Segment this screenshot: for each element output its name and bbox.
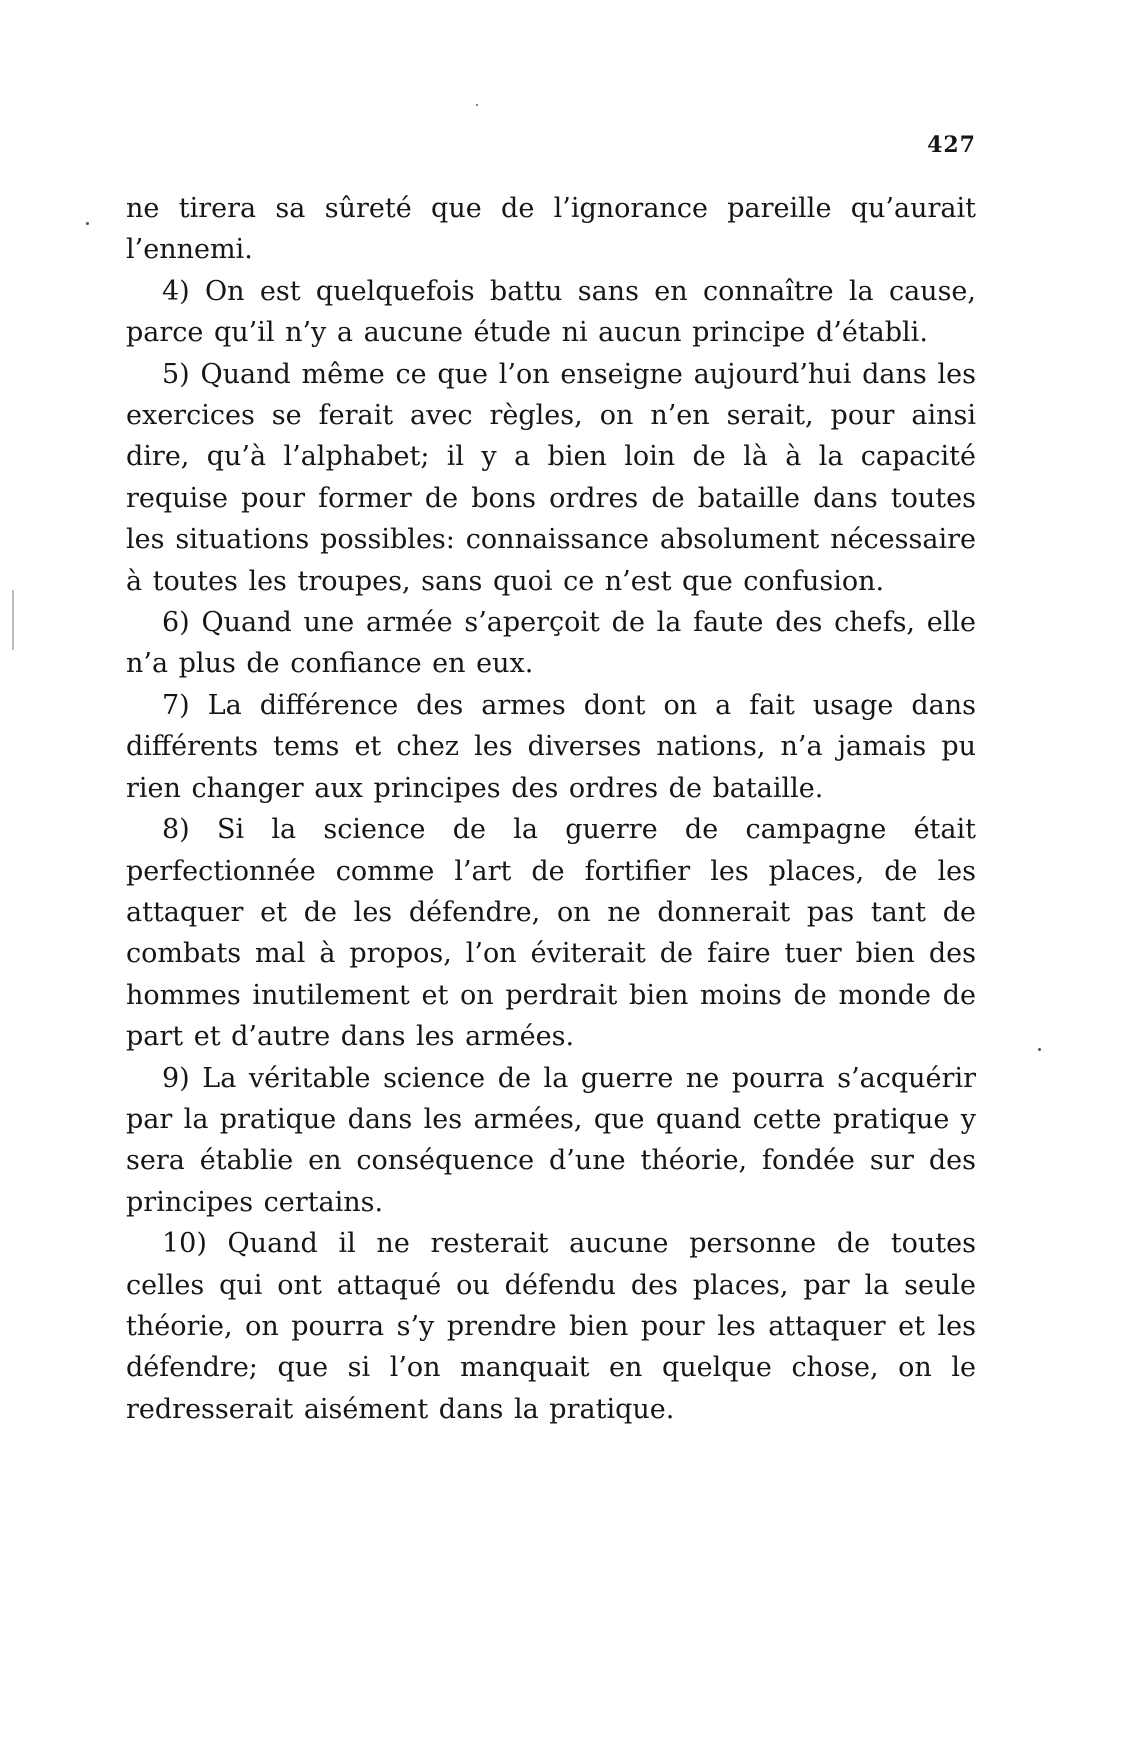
speck [12,590,14,650]
paragraph-7: 7) La différence des armes dont on a fait usage dans différents tems et chez les diverses nations, n’a jamais pu rien changer aux principes des ordres de bataille. [126,689,976,804]
paragraph-10: 10) Quand il ne resterait aucune personne de toutes celles qui ont attaqué ou défendu des places, par la seule théorie, on pourra s’y prendre bien pour les attaquer et les défendre; que si l’on manquait en quelque chose, on le redresserait aisément dans la pratique. [126,1228,976,1425]
paragraph-4: 4) On est quelquefois battu sans en connaître la cause, parce qu’il n’y a aucune étude ni aucun principe d’établi. [126,275,976,349]
paragraph-9: 9) La véritable science de la guerre ne pourra s’acquérir par la pratique dans les armées, que quand cette pratique y sera établie en conséquence d’une théorie, fondée sur des principes certains. [126,1062,976,1218]
paragraph-5: 5) Quand même ce que l’on enseigne aujourd’hui dans les exercices se ferait avec règles, on n’en serait, pour ainsi dire, qu’à l’alphabet; il y a bien loin de là à la capacité requise pour former de bons ordres de bataille dans toutes les situations possibles: connaissance absolument nécessaire à toutes les troupes, sans quoi ce n’est que confusion. [126,358,976,597]
page-number: 427 [927,132,976,158]
paragraph-8: 8) Si la science de la guerre de campagne était perfectionnée comme l’art de fortifier les places, de les attaquer et de les défendre, on ne donnerait pas tant de combats mal à propos, l’on éviterait de faire tuer bien des hommes inutilement et on perdrait bien moins de monde de part et d’autre dans les armées. [126,814,976,1053]
paragraph-6: 6) Quand une armée s’aperçoit de la faute des chefs, elle n’a plus de confiance en eux. [126,607,976,680]
speck [1038,1048,1041,1051]
speck [476,104,478,106]
speck [86,222,89,225]
body-text [126,188,976,1430]
paragraph-continuation: ne tirera sa sûreté que de l’ignorance pareille qu’aurait l’ennemi. [126,193,976,266]
